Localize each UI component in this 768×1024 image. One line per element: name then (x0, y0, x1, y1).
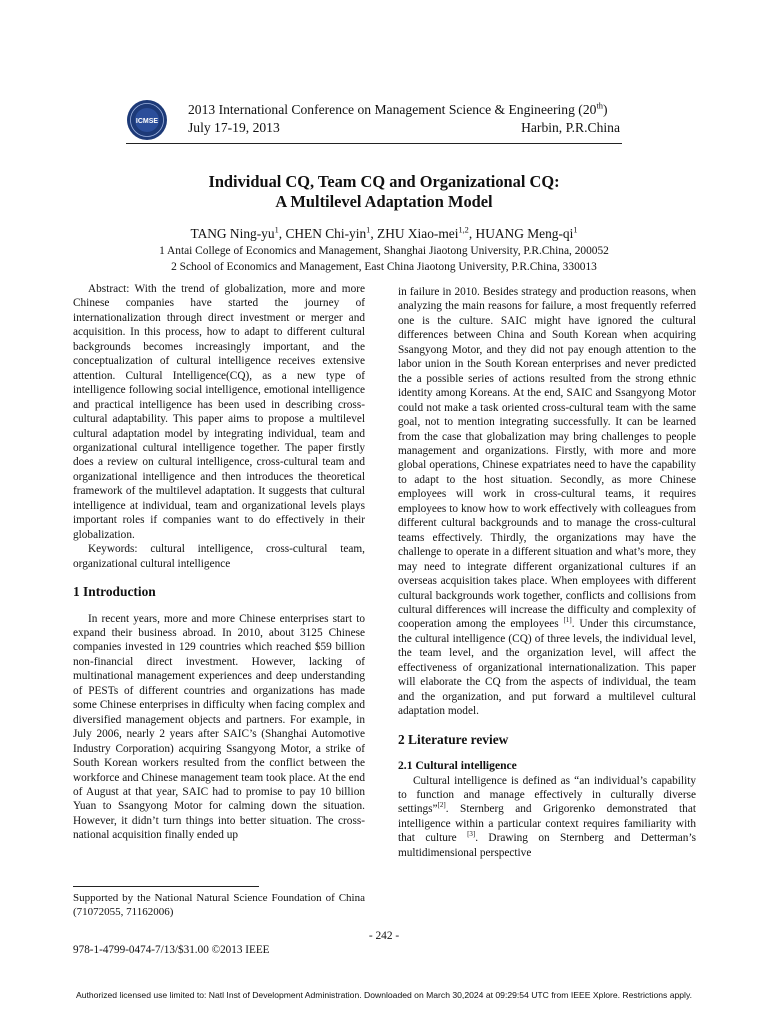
author-list (70, 225, 698, 243)
affiliation-2: 2 School of Economics and Management, East China Jiaotong University, P.R.China, 330013 (171, 261, 597, 273)
right-column (398, 285, 696, 860)
conference-logo (126, 99, 168, 141)
license-notice: Authorized licensed use limited to: Natl Inst of Development Administration. Downloaded on March 30,2024 at 09:29:54 UTC from IEEE Xplore. Restrictions apply. (75, 990, 693, 1000)
citation: [2] (437, 801, 446, 810)
affiliation-1: 1 Antai College of Economics and Management, Shanghai Jiaotong University, P.R.China, 200052 (159, 245, 609, 257)
conference-header (126, 99, 622, 141)
citation: [1] (563, 616, 572, 625)
introduction-paragraph: In recent years, more and more Chinese enterprises start to expand their business abroad. In 2010, about 3125 Chinese companies invested in 129 countries which reached $59 billion non-financial direct investment. However, lacking of multinational management experiences and deep understanding of PESTs of different countries and organizations has made some Chinese enterprises in difficulty when facing complex and diversified management objects and partners. For example, in July 2006, nearly 2 years after SAIC’s (Shanghai Automotive Industry Corporation) acquiring Ssangyong Motor, a strike of South Korean workers resulted from the conflict between the workforce and Chinese management team took place. At the end of August at that year, SAIC had to promise to pay 10 billion Yuan to Ssangyong Motor for calming down the situation. However, it didn’t turn things into better situation. The cross-national acquisition finally ended up (73, 612, 365, 842)
abstract: Abstract: With the trend of globalization, more and more Chinese companies have started the journey of internationalization through direct investment or merger and acquisition. In this process, how to adapt to different cultural backgrounds becomes increasingly important, and the conceptualization of cultural intelligence receives extensive attention. Cultural Intelligence(CQ), as a new type of intelligence following social intelligence, emotional intelligence and practical intelligence has been used in describing cross-cultural adaptability. This paper aims to propose a multilevel cultural adaptation model by integrating individual, team and organizational cultural intelligence together. The paper firstly does a review on cultural intelligence, cross-cultural team and organizational intelligence and then introduces the theoretical framework of the multilevel adaptation. It suggests that cultural intelligence at individual, team and organizational levels plays important roles if companies want to do effectively in their globalization. (73, 283, 365, 541)
author: CHEN Chi-yin$^1$, (285, 225, 378, 241)
citation: [3] (467, 830, 476, 839)
title-block (70, 172, 698, 275)
author: ZHU Xiao-mei$^{1,2}$, (377, 225, 476, 241)
section-heading-literature-review: 2 Literature review (398, 731, 509, 747)
page-number: - 242 - (368, 930, 400, 942)
subsection-heading-cultural-intelligence: 2.1 Cultural intelligence (398, 759, 517, 773)
left-column (73, 282, 365, 843)
footnote-divider (73, 886, 259, 887)
keywords: Keywords: cultural intelligence, cross-cultural team, organizational cultural intelligence (73, 543, 365, 570)
author: TANG Ning-$yu^1$, (190, 225, 286, 241)
conference-title: 2013 International Conference on Management Science & Engineering (20th) (188, 100, 608, 117)
section-heading-introduction: 1 Introduction (73, 584, 156, 600)
author: HUANG Meng-$qi^1$ (475, 225, 578, 241)
isbn-copyright: 978-1-4799-0474-7/13/$31.00 ©2013 IEEE (73, 944, 270, 956)
introduction-continued: in failure in 2010. Besides strategy and production reasons, when analyzing the main reasons for failure, a most frequently referred one is the culture. SAIC might have ignored the cultural differences between China and South Korean when acquiring Ssangyong Motor, and they did not pay enough attention to the labor union in the South Korean enterprises and never predicted the a possible series of actions resulted from the strong ethnic identity among Koreans. At the end, SAIC and Ssangyong Motor could not make a task oriented cross-cultural team with the same goal, not to mention integrating successfully. It can be learned from the case that globalization may bring challenges to people management and organizations. Firstly, with more and more global operations, Chinese expatriates need to have the capability to adapt to the host situation. Secondly, as more Chinese employees will work in cross-cultural teams, it requires employees to know how to work effectively with colleagues from different cultural backgrounds and to manage the cross-cultural teams effectively. Thirdly, the organizations may have the challenge to operate in a different situation and what’s more, they may need to integrate different organizational cultures if an overseas acquisition takes place. When employees with different cultural backgrounds work together, conflicts and collisions from cultural differences will increase the difficulty and complexity of cooperation among the employees [1]. Under this circumstance, the cultural intelligence (CQ) of three levels, the individual level, the team level, and the organization level, will affect the effectiveness of organizational internationalization. This paper will elaborate the CQ from the aspects of individual, the team and the organization, and put forward a multilevel cultural adaptation model. (398, 286, 697, 718)
funding-footnote: Supported by the National Natural Science Foundation of China (71072055, 71162006) (73, 892, 365, 918)
conference-dates: July 17-19, 2013 (188, 120, 280, 135)
logo-text: ICMSE (135, 118, 159, 125)
header-divider (126, 143, 622, 144)
literature-paragraph: Cultural intelligence is defined as “an individual’s capability to function and manage effectively in culturally diverse settings”[2]. Sternberg and Grigorenko demonstrated that intelligence within a particular context requires familiarity with that culture [3]. Drawing on Sternberg and Detterman’s multidimensional perspective (398, 774, 696, 859)
paper-title-line-1: Individual CQ, Team CQ and Organizational CQ: (208, 172, 560, 191)
conference-location: Harbin, P.R.China (521, 120, 620, 135)
paper-title-line-2: A Multilevel Adaptation Model (275, 192, 493, 211)
